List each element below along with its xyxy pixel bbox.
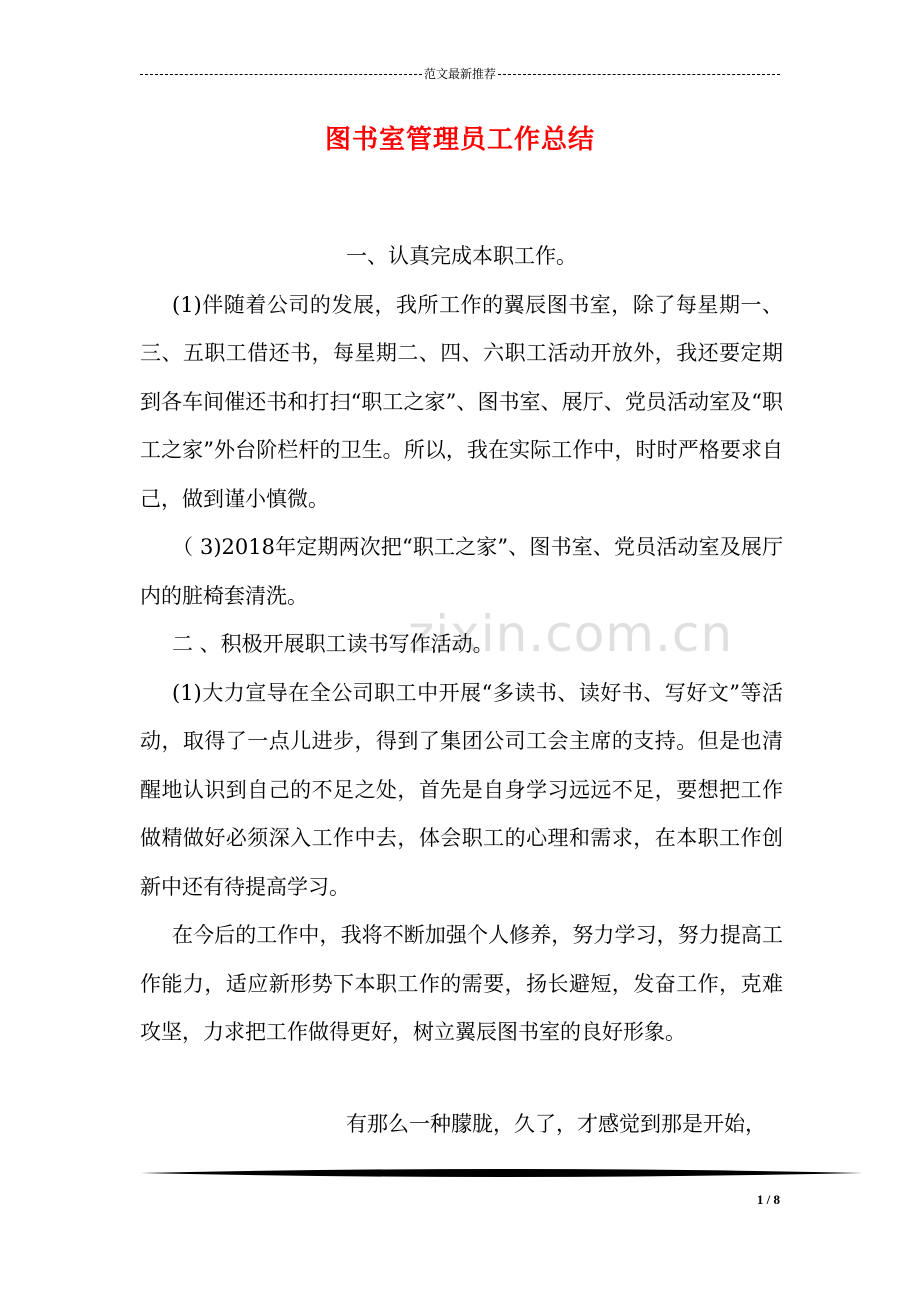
paragraph-4: 在今后的工作中，我将不断加强个人修养，努力学习，努力提高工作能力，适应新形势下本职工作的需要，扬长避短，发奋工作，克难攻坚，力求把工作做得更好，树立翼辰图书室的良好形象。 [140, 923, 783, 1044]
header-dash-right [498, 74, 780, 75]
paragraph-2: （ 3)2018年定期两次把“职工之家”、图书室、党员活动室及展厅内的脏椅套清洗。 [140, 535, 783, 608]
closing-line: 有那么一种朦胧，久了，才感觉到那是开始， [346, 1112, 766, 1136]
header-dash-left [140, 74, 422, 75]
header-bar [140, 66, 780, 82]
watermark: zixin.com.cn [408, 605, 734, 663]
paragraph-1: (1)伴随着公司的发展，我所工作的翼辰图书室，除了每星期一、三、五职工借还书，每星期二、四、六职工活动开放外，我还要定期到各车间催还书和打扫“职工之家”、图书室、展厅、党员活动室及“职工之家”外台阶栏杆的卫生。所以，我在实际工作中，时时严格要求自己，做到谨小慎微。 [140, 292, 783, 511]
section-heading-1: 一、认真完成本职工作。 [346, 244, 577, 268]
footer-rule [140, 1166, 863, 1180]
document-title: 图书室管理员工作总结 [324, 125, 595, 155]
page-number: 1 / 8 [756, 1192, 780, 1207]
header-label: 范文最新推荐 [424, 67, 497, 81]
document-body [140, 232, 783, 1057]
section-heading-2: 二 、积极开展职工读书写作活动。 [172, 632, 494, 656]
paragraph-3: (1)大力宣导在全公司职工中开展“多读书、读好书、写好文”等活动，取得了一点儿进步，得到了集团公司工会主席的支持。但是也清醒地认识到自己的不足之处，首先是自身学习远远不足，要想把工作做精做好必须深入工作中去，体会职工的心理和需求，在本职工作创新中还有待提高学习。 [140, 680, 783, 899]
